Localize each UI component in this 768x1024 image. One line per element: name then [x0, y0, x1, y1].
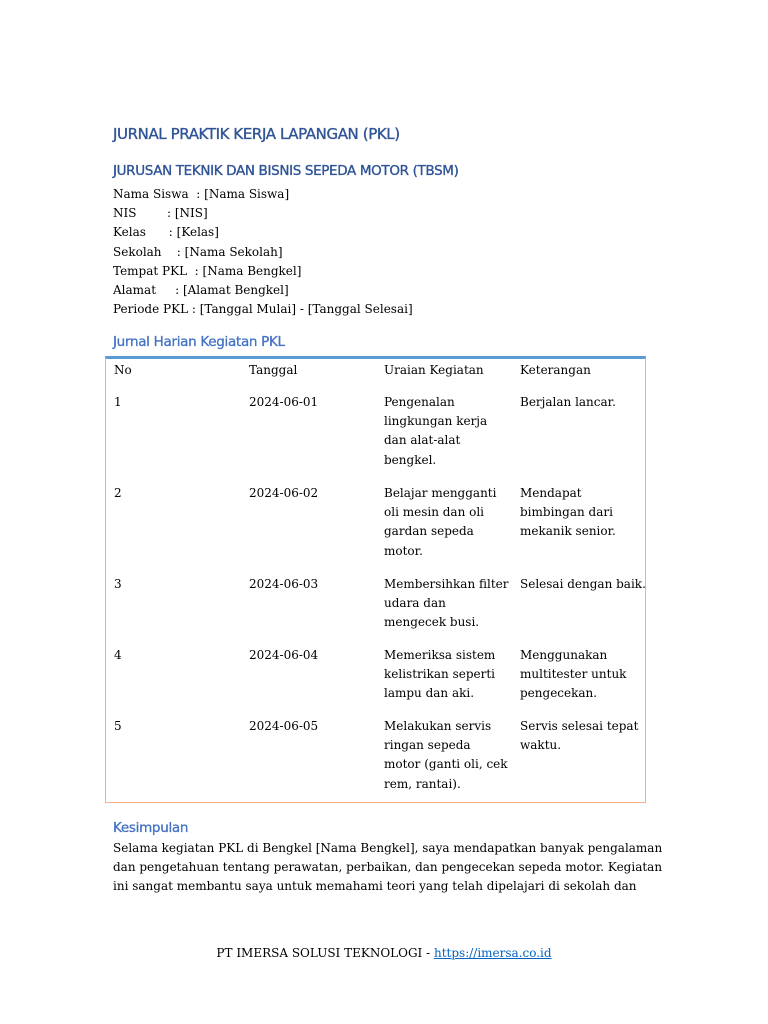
cell-line: pengecekan. [520, 686, 598, 701]
conclusion-heading: Kesimpulan [113, 820, 189, 836]
conclusion-line: dan pengetahuan tentang perawatan, perbaikan, dan pengecekan sepeda motor. Kegiatan [113, 860, 663, 875]
cell-line: mekanik senior. [520, 524, 616, 539]
row-note [520, 393, 616, 412]
header-no: No [114, 363, 132, 377]
cell-line: lingkungan kerja [384, 414, 488, 429]
row-no: 4 [114, 648, 122, 662]
row-activity [384, 717, 508, 794]
footer-company: PT IMERSA SOLUSI TEKNOLOGI - [216, 946, 434, 960]
document-subtitle: JURUSAN TEKNIK DAN BISNIS SEPEDA MOTOR (TBSM) [113, 163, 459, 179]
row-date: 2024-06-01 [249, 395, 319, 409]
row-note [520, 646, 626, 704]
row-activity [384, 484, 496, 561]
document-title: JURNAL PRAKTIK KERJA LAPANGAN (PKL) [113, 125, 400, 143]
cell-line: kelistrikan seperti [384, 667, 496, 682]
cell-line: Mendapat [520, 486, 582, 500]
info-period: Periode PKL : [Tanggal Mulai] - [Tanggal Selesai] [113, 302, 413, 317]
info-student-name: Nama Siswa : [Nama Siswa] [113, 187, 290, 201]
cell-line: mengecek busi. [384, 615, 480, 630]
cell-line: motor (ganti oli, cek [384, 757, 508, 772]
row-note [520, 575, 646, 594]
student-info-block [113, 185, 413, 319]
row-date: 2024-06-04 [249, 648, 319, 662]
cell-line: waktu. [520, 738, 562, 753]
row-no: 5 [114, 719, 122, 733]
cell-line: Servis selesai tepat [520, 719, 639, 733]
cell-line: Memeriksa sistem [384, 648, 496, 662]
cell-line: lampu dan aki. [384, 686, 475, 701]
cell-line: Selesai dengan baik. [520, 577, 646, 591]
header-note: Keterangan [520, 363, 591, 377]
conclusion-line: Selama kegiatan PKL di Bengkel [Nama Bengkel], saya mendapatkan banyak pengalaman [113, 841, 663, 855]
header-activity: Uraian Kegiatan [384, 363, 484, 377]
cell-line: Pengenalan [384, 395, 455, 409]
cell-line: udara dan [384, 596, 446, 611]
cell-line: Berjalan lancar. [520, 395, 616, 409]
cell-line: Menggunakan [520, 648, 608, 662]
info-address: Alamat : [Alamat Bengkel] [113, 282, 289, 297]
journal-section-heading: Jurnal Harian Kegiatan PKL [113, 334, 285, 350]
info-pkl-place: Tempat PKL : [Nama Bengkel] [113, 263, 302, 278]
cell-line: Belajar mengganti [384, 486, 497, 500]
cell-line: oli mesin dan oli [384, 505, 485, 520]
info-school: Sekolah : [Nama Sekolah] [113, 244, 283, 259]
row-date: 2024-06-02 [249, 486, 319, 500]
row-no: 3 [114, 577, 122, 591]
conclusion-text [113, 839, 663, 897]
info-class: Kelas : [Kelas] [113, 225, 219, 240]
journal-table [105, 356, 646, 803]
cell-line: ringan sepeda [384, 738, 471, 753]
row-activity [384, 575, 508, 633]
row-note [520, 484, 616, 542]
cell-line: Melakukan servis [384, 719, 492, 733]
cell-line: gardan sepeda [384, 524, 474, 539]
header-date: Tanggal [249, 363, 298, 377]
row-note [520, 717, 638, 755]
row-date: 2024-06-05 [249, 719, 319, 733]
cell-line: dan alat-alat [384, 433, 461, 448]
cell-line: bimbingan dari [520, 505, 613, 520]
footer-link[interactable]: https://imersa.co.id [433, 946, 552, 960]
row-activity [384, 393, 487, 470]
cell-line: motor. [384, 543, 423, 558]
row-activity [384, 646, 495, 704]
cell-line: bengkel. [384, 452, 437, 467]
info-nis: NIS : [NIS] [113, 206, 208, 221]
cell-line: multitester untuk [520, 667, 627, 682]
row-no: 1 [114, 395, 122, 409]
row-no: 2 [114, 486, 122, 500]
cell-line: Membersihkan filter [384, 577, 509, 591]
row-date: 2024-06-03 [249, 577, 319, 591]
page-footer [0, 946, 768, 960]
cell-line: rem, rantai). [384, 776, 461, 791]
conclusion-line: ini sangat membantu saya untuk memahami teori yang telah dipelajari di sekolah dan [113, 879, 637, 894]
